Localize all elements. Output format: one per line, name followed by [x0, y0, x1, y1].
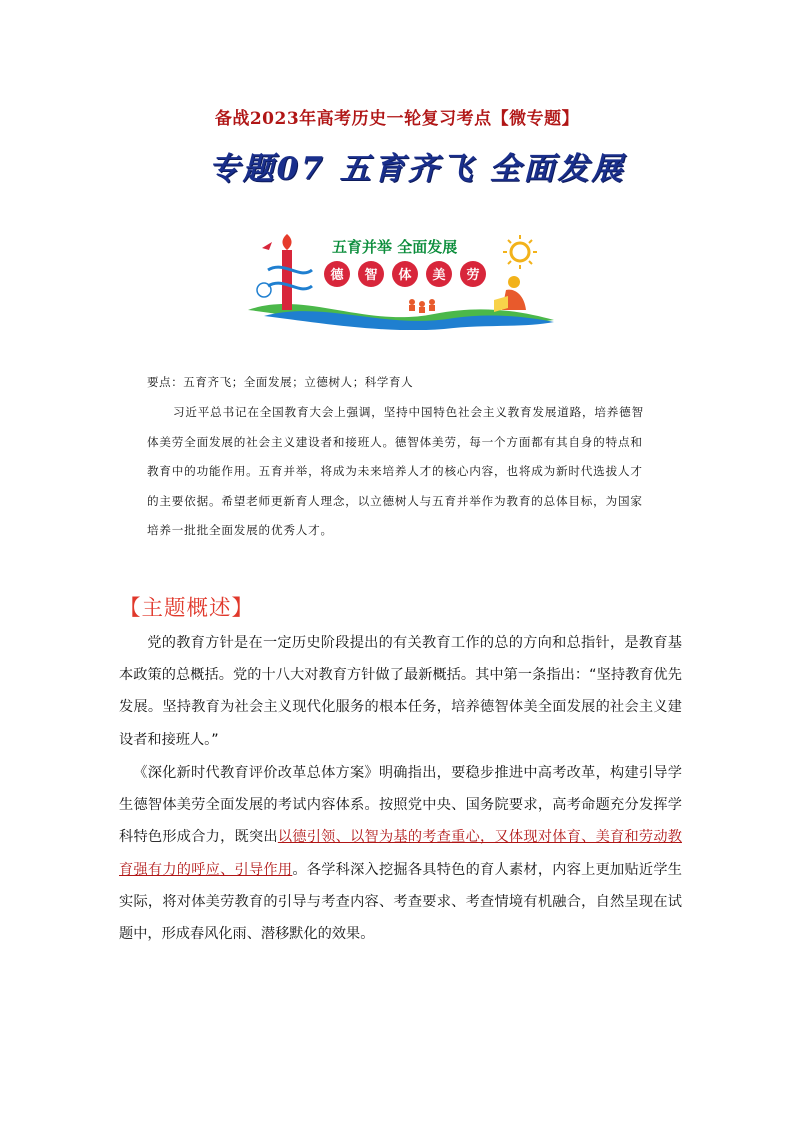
topic-title: 专题07 五育齐飞 全面发展: [208, 151, 626, 187]
reading-student-icon: [494, 276, 526, 312]
overview-paragraph-2: [119, 757, 682, 950]
section-heading: 【主题概述】: [119, 596, 255, 621]
para2-highlight: 以德引领、以智为基的考查重心，又体现对体育、美育和劳动教育强有力的呼应、引导作用: [119, 829, 682, 878]
key-points: 要点：五育齐飞；全面发展；立德树人；科学育人: [147, 375, 414, 389]
five-education-banner: [244, 230, 556, 330]
series-title: 备战2023年高考历史一轮复习考点【微专题】: [214, 109, 580, 129]
virtue-label: 德: [330, 268, 344, 283]
virtue-circles: [324, 261, 486, 287]
intro-paragraph: [147, 398, 651, 546]
virtue-label: 智: [364, 268, 378, 283]
torch-flame-icon: [282, 234, 291, 250]
intro-text: 习近平总书记在全国教育大会上强调，坚持中国特色社会主义教育发展道路，培养德智体美劳全面发展的社会主义建设者和接班人。德智体美劳，每一个方面都有其自身的特点和教育中的功能作用。五育并举，将成为未来培养人才的核心内容，也将成为新时代选拔人才的主要依据。希望老师更新育人理念，以立德树人与五育并举作为教育的总体目标，为国家培养一批批全面发展的优秀人才。: [147, 405, 644, 538]
virtue-label: 劳: [466, 268, 480, 283]
virtue-label: 体: [398, 268, 412, 283]
virtue-label: 美: [432, 268, 446, 283]
torch-pillar: [282, 250, 292, 310]
bird-icon: [262, 242, 272, 250]
para2-text-after: 。各学科深入挖掘各具特色的育人素材，内容上更加贴近学生实际，将对体美劳教育的引导与考查内容、考查要求、考查情境有机融合，自然呈现在试题中，形成春风化雨、潜移默化的效果。: [119, 861, 682, 943]
atom-icon: [257, 283, 271, 297]
banner-slogan: 五育并举 全面发展: [332, 238, 458, 256]
para2-text-before: 《深化新时代教育评价改革总体方案》明确指出，要稳步推进中高考改革，构建引导学生德智体美劳全面发展的考试内容体系。按照党中央、国务院要求，高考命题充分发挥学科特色形成合力，既突出: [119, 765, 682, 846]
para1-text: 党的教育方针是在一定历史阶段提出的有关教育工作的总的方向和总指针，是教育基本政策的总概括。党的十八大对教育方针做了最新概括。其中第一条指出：“坚持教育优先发展。坚持教育为社会主义现代化服务的根本任务，培养德智体美全面发展的社会主义建设者和接班人。”: [119, 635, 682, 748]
overview-paragraph-1: [119, 627, 682, 756]
swimmers-icon: [409, 299, 435, 313]
sun-icon: [503, 235, 537, 269]
